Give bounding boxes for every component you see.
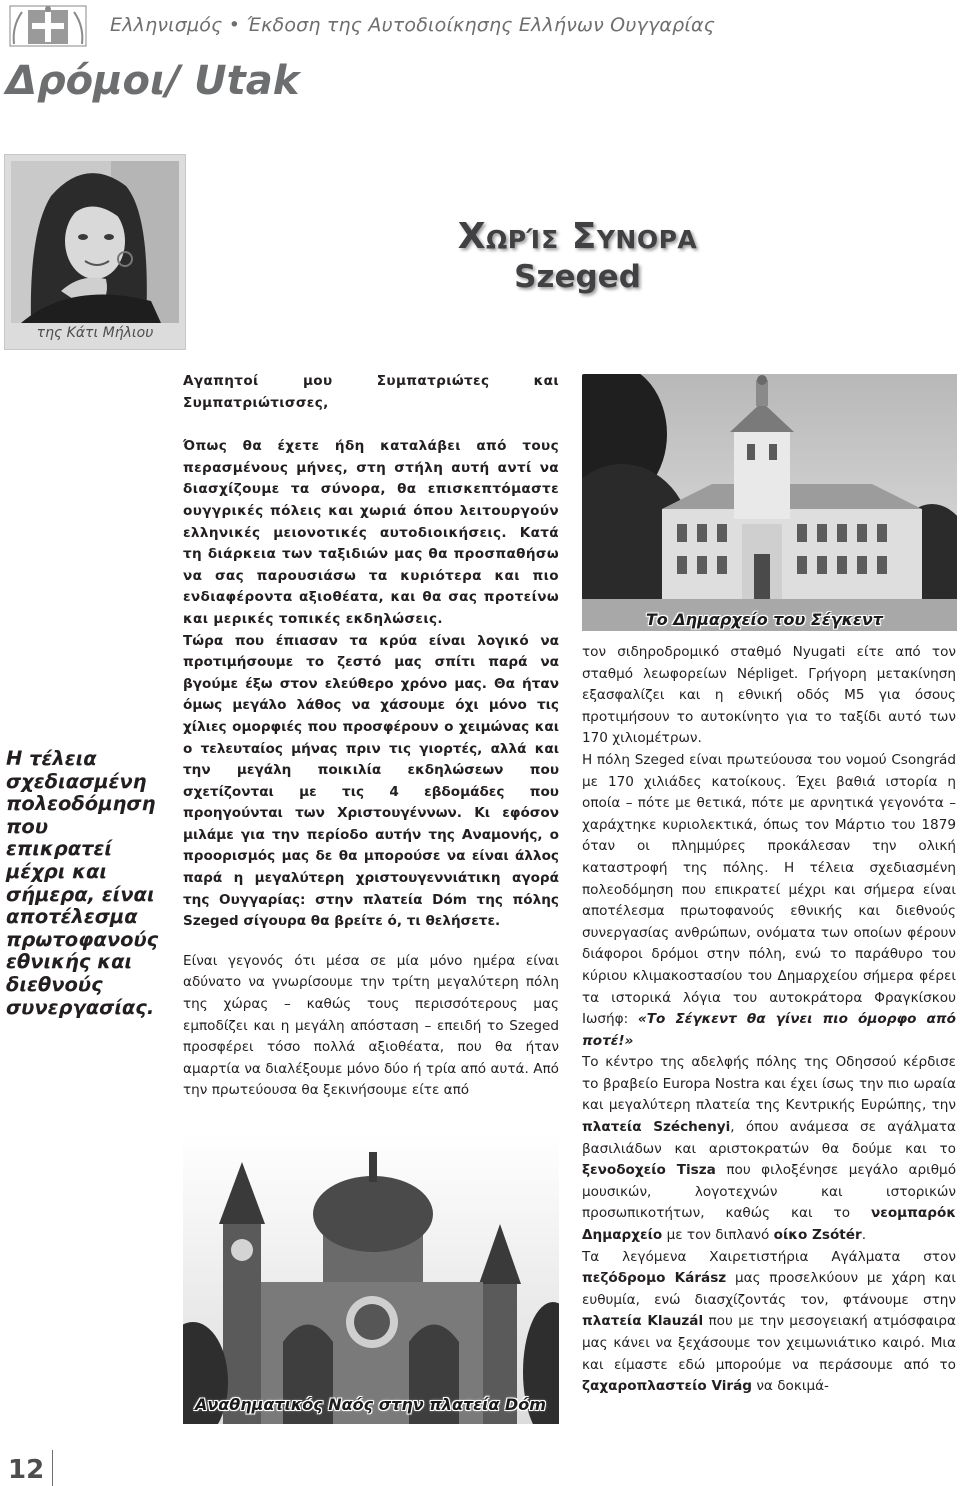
section-title: Δρόμοι/ Utak <box>6 58 300 104</box>
author-portrait-photo <box>11 161 179 323</box>
pull-quote: Η τέλεια σχεδιασμένη πολεοδόμηση που επικρατεί μέχρι και σήμερα, είναι αποτέλεσμα πρωτοφανούς εθνικής και διεθνούς συνεργασίας. <box>6 747 159 1019</box>
publication-header: Ελληνισμός • Έκδοση της Αυτοδιοίκησης Ελλήνων Ουγγαρίας <box>110 14 716 36</box>
body-paragraph-1-continued: τον σιδηροδρομικό σταθμό Nyugati είτε από τον σταθμό λεωφορείων Népliget. Γρήγορη μετακίνηση εξασφαλίζει και η εθνική οδός M5 για όσους προτιμήσουν το αυτοκίνητο για το ταξίδι αυτό των 170 χιλιομέτρων. <box>582 644 956 747</box>
body-paragraph-3: Το κέντρο της αδελφής πόλης της Οδησσού κέρδισε το βραβείο Europa Nostra και έχει ίσως την πιο ωραία και μεγαλύτερη πλατεία της Κεντρικής Ευρώπης, την πλατεία Széchenyi, όπου ανάμεσα σε αγάλματα βασιλιάδων και αριστοκρατών θα δούμε και το ξενοδοχείο Tisza που φιλοξένησε μεγάλο αριθμό μουσικών, λογοτεχνών και ιστορικών προσωπικοτήτων, καθώς και το νεομπαρόκ Δημαρχείο με τον διπλανό οίκο Zsótér. <box>582 1054 957 1244</box>
author-photo-frame <box>4 154 186 350</box>
article-column-middle <box>183 371 559 1102</box>
page-number-divider <box>52 1450 53 1486</box>
page-number: 12 <box>8 1455 45 1485</box>
article-subtitle: Szeged <box>514 259 641 295</box>
greeting: Αγαπητοί μου Συμπατριώτες και Συμπατριώτισσες, <box>183 373 559 411</box>
town-hall-caption: Το Δημαρχείο του Σέγκεντ <box>645 610 883 629</box>
author-credit: της Κάτι Μήλιου <box>36 325 154 341</box>
intro-paragraph-1: Όπως θα έχετε ήδη καταλάβει από τους περασμένους μήνες, στη στήλη αυτή αντί να διασχίζουμε τα σύνορα, θα επισκεπτόμαστε ουγγρικές πόλεις και χωριά όπου λειτουργούν ελληνικές μειονοτικές αυτοδιοικήσεις. Κατά τη διάρκεια των ταξιδιών μας θα προσπαθήσω να σας παρουσιάσω τα κυριότερα και πιο ενδιαφέροντα αξιοθέατα, και θα σας προτείνω και μερικές τοπικές εκδηλώσεις. <box>183 438 559 627</box>
votive-church-photo <box>183 1132 559 1424</box>
article-column-right <box>582 642 956 1398</box>
body-paragraph-1: Είναι γεγονός ότι μέσα σε μία μόνο ημέρα είναι αδύνατο να γνωρίσουμε την τρίτη μεγαλύτερη πόλη της χώρας – καθώς τους περισσότερους μας εμποδίζει και η μεγάλη απόσταση – επειδή το Szeged προσφέρει τόσο πολλά αξιοθέατα, που θα ήταν αμαρτία να διαλέξουμε μόνο δύο ή τρία από αυτά. Από την πρωτεύουσα θα ξεκινήσουμε είτε από <box>183 952 559 1099</box>
article-title-block <box>440 215 715 295</box>
intro-paragraph-2: Τώρα που έπιασαν τα κρύα είναι λογικό να προτιμήσουμε το ζεστό μας σπίτι παρά να βγούμε έξω στον ελεύθερο χρόνο μας. Θα ήταν όμως μεγάλο λάθος να χάσουμε όχι μόνο τις χίλιες ομορφιές που προσφέρουν ο χειμώνας και ο τελευταίος μήνας πριν τις γιορτές, αλλά και την μεγάλη ποικιλία εκδηλώσεων που σχετίζονται με τις 4 εβδομάδες που προηγούνται των Χριστουγέννων. Κι εφόσον μιλάμε για την περίοδο αυτήν της Αναμονής, ο προορισμός μας δε θα μπορούσε να είναι άλλος παρά η μεγαλύτερη χριστουγεννιάτικη αγορά της Ουγγαρίας: στην πλατεία Dóm της πόλης Szeged σίγουρα θα βρείτε ό, τι θελήσετε. <box>183 632 559 930</box>
cathedral-photo-container <box>183 1132 559 1424</box>
hellenic-crest-logo <box>8 4 88 48</box>
body-paragraph-4: Τα λεγόμενα Χαιρετιστήρια Αγάλματα στον πεζόδρομο Kárász μας προσελκύουν με χάρη και ευθυμία, ενώ διασχίζοντάς τον, φτάνουμε στην πλατεία Klauzál που με την μεσογειακή ατμόσφαιρα μας κάνει να ξεχάσουμε τον χειμωνιάτικο καιρό. Μια και είμαστε εδώ μπορούμε να περάσουμε από το ζαχαροπλαστείο Virág να δοκιμά- <box>582 1248 956 1395</box>
emperor-quote: «Το Σέγκεντ θα γίνει πιο όμορφο από ποτέ!» <box>582 1011 956 1049</box>
szeged-town-hall-photo <box>582 374 957 631</box>
article-title: Χωρίς Συνορα <box>457 216 698 257</box>
cathedral-caption: Αναθηματικός Ναός στην πλατεία Dóm <box>195 1395 546 1414</box>
town-hall-photo-container <box>582 374 957 631</box>
body-paragraph-2: Η πόλη Szeged είναι πρωτεύουσα του νομού Csongrád με 170 χιλιάδες κατοίκους. Έχει βαθιά ιστορία η οποία – πότε με θετικά, πότε με αρνητικά γεγονότα – χαράχτηκε κυριολεκτικά, όπως τον Μάρτιο του 1879 όταν οι πλημμύρες προκάλεσαν την ολική καταστροφή της πόλης. Η τέλεια σχεδιασμένη πολεοδόμηση που επικρατεί μέχρι και σήμερα είναι αποτέλεσμα πρωτοφανούς εθνικής και διεθνούς συνεργασίας ανθρώπων, ονόματα των οποίων φέρουν διάφοροι δρόμοι στην πόλη, ενώ το παράθυρο του κύριου κλιμακοστασίου του Δημαρχείου σήμερα φέρει τα ιστορικά λόγια του αυτοκράτορα Φραγκίσκου Ιωσήφ: «Το Σέγκεντ θα γίνει πιο όμορφο από ποτέ!» <box>582 751 956 1049</box>
